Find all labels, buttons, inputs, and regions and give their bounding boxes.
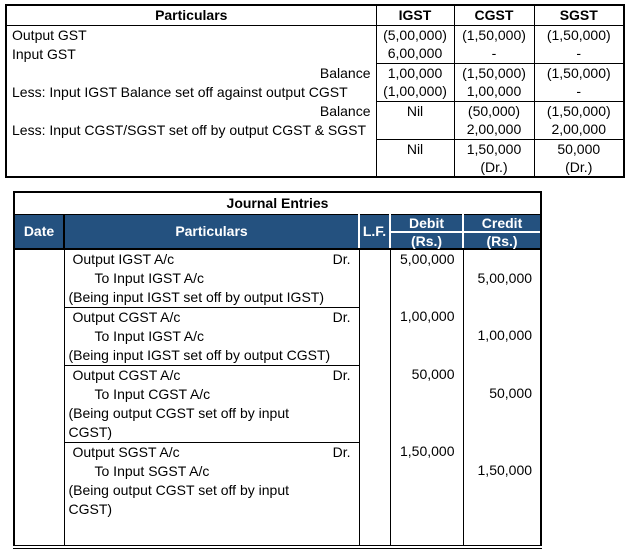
setoff-sgst-cell: (1,50,000) bbox=[534, 63, 624, 82]
dr-label: Dr. bbox=[332, 250, 351, 267]
credit-amount: 5,00,000 bbox=[477, 269, 533, 286]
debit-amount: 1,50,000 bbox=[400, 443, 455, 459]
journal-lf-cell bbox=[359, 307, 390, 365]
debit-amount: 50,000 bbox=[411, 366, 455, 382]
journal-lf-cell bbox=[359, 442, 390, 547]
narration-text: (Being output CGST set off by input CGST) bbox=[68, 404, 289, 440]
credit-label: Credit bbox=[481, 215, 523, 232]
setoff-igst-cell: 1,00,000 bbox=[376, 63, 454, 82]
setoff-cgst-cell: (Dr.) bbox=[454, 158, 534, 177]
setoff-cgst-cell: 1,50,000 bbox=[454, 139, 534, 158]
journal-particulars-cell bbox=[64, 442, 359, 547]
setoff-row bbox=[6, 158, 624, 177]
journal-header-particulars: Particulars bbox=[64, 215, 359, 249]
setoff-table-body bbox=[6, 25, 624, 177]
setoff-particulars-cell: Balance bbox=[6, 63, 376, 82]
narration-text: (Being input IGST set off by output IGST) bbox=[68, 288, 324, 305]
setoff-sgst-cell: (1,50,000) bbox=[534, 101, 624, 120]
setoff-cgst-cell: 1,00,000 bbox=[454, 82, 534, 101]
setoff-particulars-cell: Input GST bbox=[6, 44, 376, 63]
journal-credit-cell bbox=[463, 365, 541, 442]
journal-credit-cell bbox=[463, 249, 541, 308]
journal-title-row bbox=[14, 192, 541, 215]
setoff-cgst-cell: (1,50,000) bbox=[454, 25, 534, 44]
setoff-header-sgst: SGST bbox=[534, 5, 624, 25]
debit-amount: 1,00,000 bbox=[400, 308, 455, 324]
journal-debit-cell bbox=[390, 249, 463, 308]
debit-label: Debit bbox=[409, 215, 444, 232]
journal-date-cell bbox=[14, 365, 64, 442]
journal-header-lf: L.F. bbox=[359, 215, 390, 249]
setoff-sgst-cell: (1,50,000) bbox=[534, 25, 624, 44]
journal-header-row bbox=[14, 215, 541, 249]
setoff-sgst-cell: 50,000 bbox=[534, 139, 624, 158]
journal-entries-table bbox=[13, 191, 542, 549]
debit-account-name: Output SGST A/c bbox=[72, 443, 180, 460]
setoff-row bbox=[6, 139, 624, 158]
journal-debit-cell bbox=[390, 307, 463, 365]
setoff-igst-cell: 6,00,000 bbox=[376, 44, 454, 63]
dr-label: Dr. bbox=[332, 443, 351, 460]
setoff-particulars-cell bbox=[6, 158, 376, 177]
credit-amount: 1,00,000 bbox=[477, 327, 533, 343]
debit-account-name: Output CGST A/c bbox=[72, 308, 181, 325]
setoff-header-row bbox=[6, 5, 624, 25]
debit-account-name: Output IGST A/c bbox=[72, 250, 175, 267]
setoff-row bbox=[6, 120, 624, 139]
debit-account-name: Output CGST A/c bbox=[72, 366, 181, 383]
setoff-row bbox=[6, 101, 624, 120]
journal-date-cell bbox=[14, 442, 64, 547]
setoff-particulars-cell: Less: Input CGST/SGST set off by output CGST & SGST bbox=[6, 120, 376, 139]
dr-label: Dr. bbox=[332, 308, 351, 325]
setoff-cgst-cell: 2,00,000 bbox=[454, 120, 534, 139]
journal-lf-cell bbox=[359, 365, 390, 442]
setoff-cgst-cell: (1,50,000) bbox=[454, 63, 534, 82]
journal-date-cell bbox=[14, 249, 64, 308]
gst-setoff-table bbox=[5, 4, 625, 178]
journal-particulars-cell bbox=[64, 365, 359, 442]
credit-account-name: To Input IGST A/c bbox=[94, 327, 204, 344]
journal-entry-row bbox=[14, 365, 541, 442]
setoff-row bbox=[6, 44, 624, 63]
setoff-particulars-cell: Less: Input IGST Balance set off against output CGST bbox=[6, 82, 376, 101]
setoff-sgst-cell: - bbox=[534, 44, 624, 63]
journal-particulars-cell bbox=[64, 307, 359, 365]
setoff-particulars-cell bbox=[6, 139, 376, 158]
narration-text: (Being input IGST set off by output CGST) bbox=[68, 346, 331, 363]
setoff-igst-cell: Nil bbox=[376, 139, 454, 158]
journal-header-debit bbox=[390, 215, 463, 249]
setoff-particulars-cell: Balance bbox=[6, 101, 376, 120]
setoff-cgst-cell: (50,000) bbox=[454, 101, 534, 120]
setoff-sgst-cell: (Dr.) bbox=[534, 158, 624, 177]
journal-credit-cell bbox=[463, 442, 541, 547]
journal-lf-cell bbox=[359, 249, 390, 308]
setoff-igst-cell: (1,00,000) bbox=[376, 82, 454, 101]
setoff-row bbox=[6, 25, 624, 44]
journal-entry-row bbox=[14, 307, 541, 365]
journal-header-credit bbox=[463, 215, 541, 249]
journal-entry-row bbox=[14, 249, 541, 308]
debit-unit-label: (Rs.) bbox=[391, 231, 462, 247]
journal-debit-cell bbox=[390, 442, 463, 547]
journal-entry-row bbox=[14, 442, 541, 547]
setoff-cgst-cell: - bbox=[454, 44, 534, 63]
journal-header-date: Date bbox=[14, 215, 64, 249]
setoff-sgst-cell: 2,00,000 bbox=[534, 120, 624, 139]
journal-debit-cell bbox=[390, 365, 463, 442]
setoff-row bbox=[6, 82, 624, 101]
setoff-igst-cell bbox=[376, 120, 454, 139]
setoff-header-particulars: Particulars bbox=[6, 5, 376, 25]
setoff-header-igst: IGST bbox=[376, 5, 454, 25]
journal-particulars-cell bbox=[64, 249, 359, 308]
debit-amount: 5,00,000 bbox=[400, 250, 455, 267]
credit-amount: 1,50,000 bbox=[477, 462, 533, 478]
credit-account-name: To Input CGST A/c bbox=[94, 385, 211, 402]
dr-label: Dr. bbox=[332, 366, 351, 383]
setoff-igst-cell: (5,00,000) bbox=[376, 25, 454, 44]
setoff-sgst-cell: - bbox=[534, 82, 624, 101]
journal-table-body bbox=[14, 249, 541, 547]
setoff-header-cgst: CGST bbox=[454, 5, 534, 25]
credit-unit-label: (Rs.) bbox=[464, 231, 540, 247]
credit-amount: 50,000 bbox=[489, 385, 533, 401]
setoff-igst-cell bbox=[376, 158, 454, 177]
setoff-row bbox=[6, 63, 624, 82]
journal-title: Journal Entries bbox=[14, 192, 541, 215]
credit-account-name: To Input SGST A/c bbox=[94, 462, 210, 479]
journal-date-cell bbox=[14, 307, 64, 365]
setoff-igst-cell: Nil bbox=[376, 101, 454, 120]
setoff-particulars-cell: Output GST bbox=[6, 25, 376, 44]
narration-text: (Being output CGST set off by input CGST) bbox=[68, 481, 289, 517]
credit-account-name: To Input IGST A/c bbox=[94, 269, 204, 286]
journal-credit-cell bbox=[463, 307, 541, 365]
